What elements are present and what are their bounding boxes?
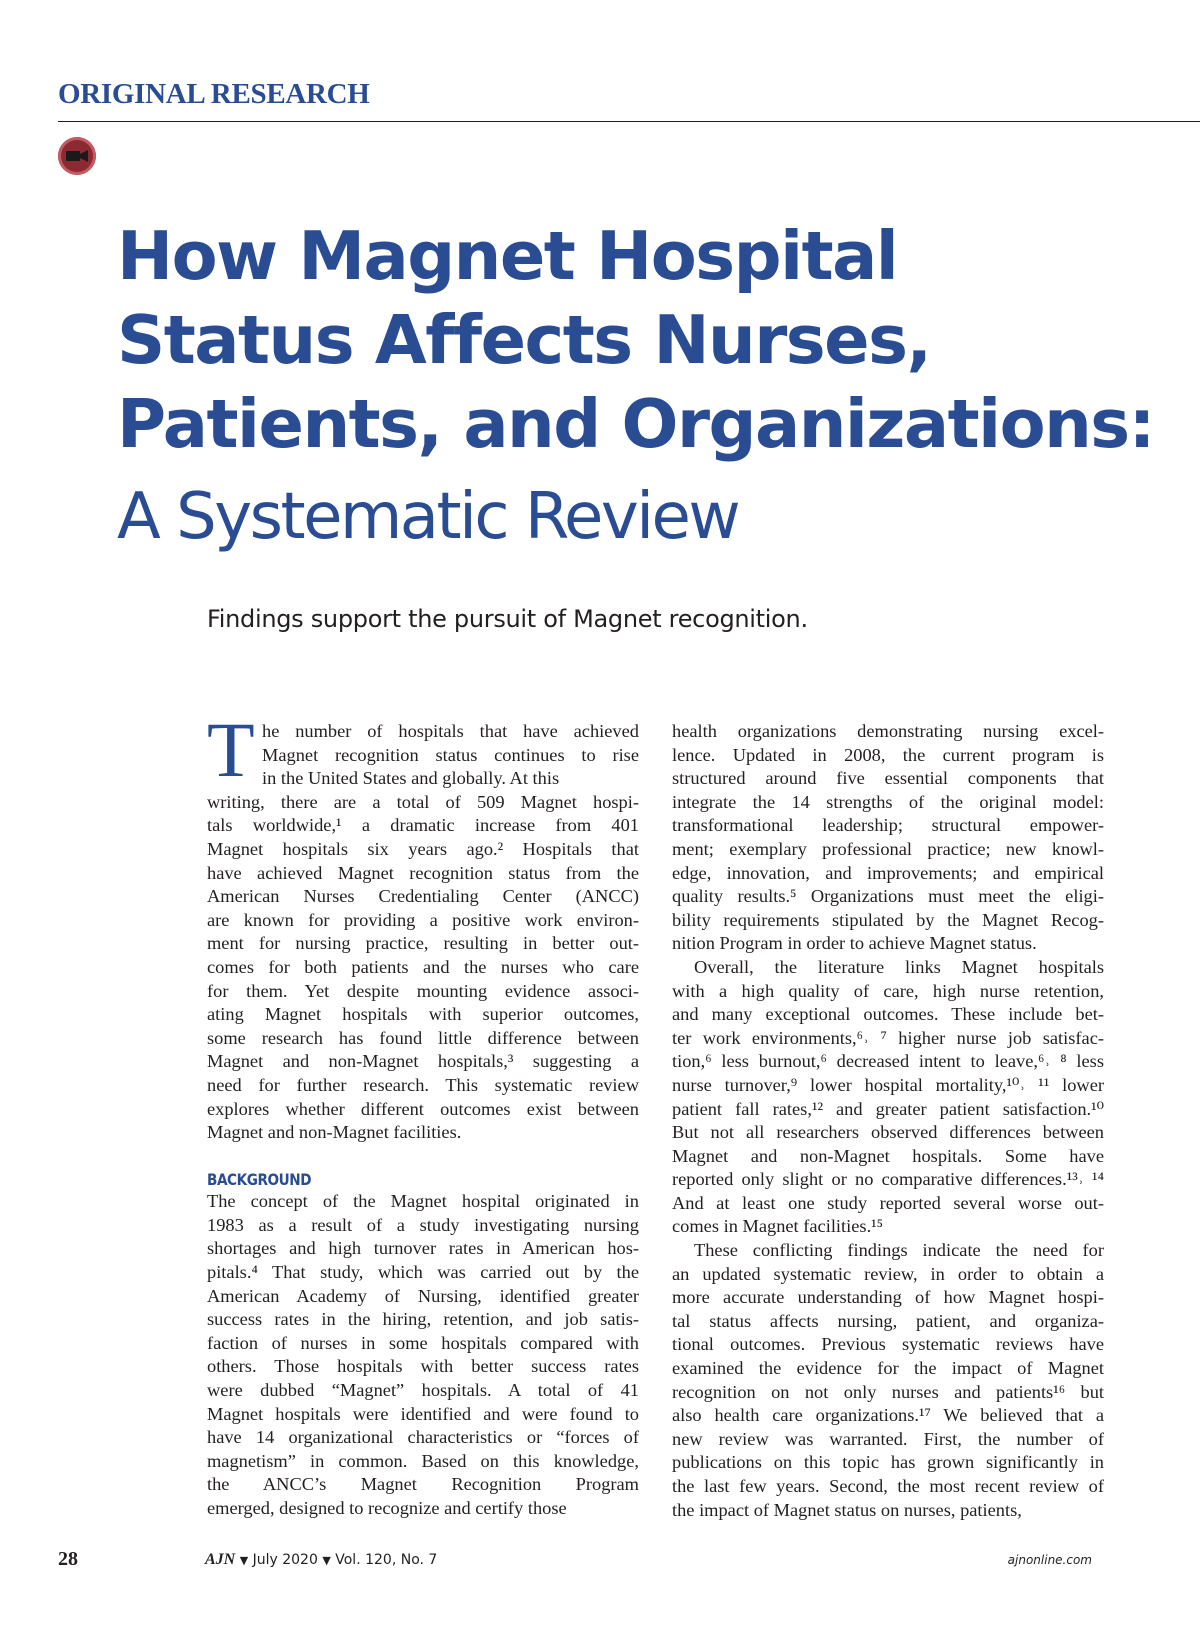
paragraph bbox=[672, 1239, 1104, 1522]
issue-date: July 2020 bbox=[252, 1552, 318, 1568]
title-line: Patients, and Organizations: bbox=[117, 385, 1154, 463]
text-line: were dubbed “Magnet” hospitals. A total of 41 bbox=[207, 1380, 639, 1401]
text-line: Overall, the literature links Magnet hospitals bbox=[694, 956, 1104, 977]
separator-icon: ▼ bbox=[322, 1554, 331, 1567]
text-line: magnetism” in common. Based on this knowledge, bbox=[207, 1450, 639, 1471]
background-body bbox=[207, 1190, 639, 1520]
text-line: lence. Updated in 2008, the current program is bbox=[672, 744, 1104, 765]
text-line: nurse turnover,⁹ lower hospital mortality,¹⁰˒ ¹¹ lower bbox=[672, 1074, 1104, 1095]
text-line: tals worldwide,¹ a dramatic increase from 401 bbox=[207, 815, 639, 836]
text-line: comes in Magnet facilities.¹⁵ bbox=[672, 1216, 884, 1237]
text-line: examined the evidence for the impact of Magnet bbox=[672, 1358, 1104, 1379]
text-line: edge, innovation, and improvements; and empirical bbox=[672, 862, 1104, 883]
text-line: with a high quality of care, high nurse retention, bbox=[672, 980, 1104, 1001]
text-line: success rates in the hiring, retention, and job satis- bbox=[207, 1309, 639, 1330]
text-line: comes for both patients and the nurses who care bbox=[207, 956, 639, 977]
text-line: recognition on not only nurses and patients¹⁶ but bbox=[672, 1381, 1104, 1402]
text-line: patient fall rates,¹² and greater patient satisfaction.¹⁰ bbox=[672, 1098, 1104, 1119]
text-line: Magnet hospitals were identified and were found to bbox=[207, 1403, 639, 1424]
text-line: he number of hospitals that have achieved bbox=[262, 721, 639, 741]
text-line: others. Those hospitals with better success rates bbox=[207, 1356, 639, 1377]
article-deck: Findings support the pursuit of Magnet recognition. bbox=[207, 605, 808, 633]
text-line: tal status affects nursing, patient, and organiza- bbox=[672, 1310, 1104, 1331]
text-line: health organizations demonstrating nursing excel- bbox=[672, 721, 1104, 741]
issue-info bbox=[205, 1551, 437, 1569]
journal-name: AJN bbox=[205, 1551, 236, 1568]
text-line: need for further research. This systematic review bbox=[207, 1074, 639, 1095]
text-line: But not all researchers observed differences between bbox=[672, 1122, 1104, 1143]
right-column bbox=[672, 720, 1104, 1522]
page-number: 28 bbox=[58, 1548, 78, 1570]
separator-icon: ▼ bbox=[239, 1554, 249, 1567]
text-line: the ANCC’s Magnet Recognition Program bbox=[207, 1474, 639, 1495]
text-line: an updated systematic review, in order to obtain a bbox=[672, 1263, 1104, 1284]
text-line: have 14 organizational characteristics or “forces of bbox=[207, 1427, 639, 1448]
text-line: and many exceptional outcomes. These include bet- bbox=[672, 1004, 1104, 1025]
text-line: quality results.⁵ Organizations must meet the eligi- bbox=[672, 886, 1104, 907]
text-line: integrate the 14 strengths of the original model: bbox=[672, 791, 1104, 812]
paragraph bbox=[672, 956, 1104, 1239]
text-line: faction of nurses in some hospitals compared with bbox=[207, 1332, 639, 1353]
text-line: American Nurses Credentialing Center (ANCC) bbox=[207, 886, 639, 907]
section-label: ORIGINAL RESEARCH bbox=[58, 78, 370, 110]
text-line: new review was warranted. First, the number of bbox=[672, 1428, 1104, 1449]
text-line: Magnet and non-Magnet facilities. bbox=[207, 1122, 462, 1143]
text-line: are known for providing a positive work environ- bbox=[207, 909, 639, 930]
text-line: transformational leadership; structural empower- bbox=[672, 815, 1104, 836]
text-line: some research has found little difference between bbox=[207, 1027, 639, 1048]
text-line: shortages and high turnover rates in American hos- bbox=[207, 1238, 639, 1259]
text-line: Magnet and non-Magnet hospitals,³ suggesting a bbox=[207, 1051, 639, 1072]
text-line: Magnet and non-Magnet hospitals. Some have bbox=[672, 1145, 1104, 1166]
text-line: pitals.⁴ That study, which was carried out by the bbox=[207, 1262, 639, 1283]
intro-body bbox=[207, 791, 639, 1145]
intro-paragraph bbox=[207, 706, 639, 793]
text-line: for them. Yet despite mounting evidence associ- bbox=[207, 980, 639, 1001]
text-line: have achieved Magnet recognition status from the bbox=[207, 862, 639, 883]
text-line: ment for nursing practice, resulting in better out- bbox=[207, 933, 639, 954]
text-line: ter work environments,⁶˒ ⁷ higher nurse job satisfac- bbox=[672, 1027, 1104, 1048]
text-line: the impact of Magnet status on nurses, patients, bbox=[672, 1499, 1022, 1520]
text-line: bility requirements stipulated by the Magnet Recog- bbox=[672, 909, 1104, 930]
text-line: tion,⁶ less burnout,⁶ decreased intent to leave,⁶˒ ⁸ less bbox=[672, 1051, 1104, 1072]
left-column bbox=[207, 706, 639, 1521]
paragraph bbox=[672, 720, 1104, 956]
article-title bbox=[117, 214, 1177, 466]
website-link[interactable]: ajnonline.com bbox=[1007, 1553, 1092, 1567]
title-line: How Magnet Hospital bbox=[117, 217, 898, 295]
text-line: Magnet recognition status continues to rise bbox=[262, 744, 639, 765]
text-line: structured around five essential components that bbox=[672, 768, 1104, 789]
video-camera-icon[interactable] bbox=[58, 137, 96, 175]
text-line: 1983 as a result of a study investigating nursing bbox=[207, 1214, 639, 1235]
text-line: emerged, designed to recognize and certify those bbox=[207, 1498, 567, 1518]
text-line: reported only slight or no comparative differences.¹³˒ ¹⁴ bbox=[672, 1169, 1104, 1190]
text-line: more accurate understanding of how Magnet hospi- bbox=[672, 1287, 1104, 1308]
text-line: And at least one study reported several worse out- bbox=[672, 1192, 1104, 1213]
page-footer bbox=[58, 1548, 1142, 1572]
header-rule bbox=[58, 121, 1200, 122]
text-line: tional outcomes. Previous systematic reviews have bbox=[672, 1334, 1104, 1355]
text-line: in the United States and globally. At this bbox=[262, 768, 560, 789]
text-line: Magnet hospitals six years ago.² Hospitals that bbox=[207, 838, 639, 859]
text-line: These conflicting findings indicate the need for bbox=[694, 1240, 1104, 1261]
section-heading: BACKGROUND bbox=[207, 1169, 312, 1189]
text-line: explores whether different outcomes exist between bbox=[207, 1098, 639, 1119]
title-line: Status Affects Nurses, bbox=[117, 301, 931, 379]
text-line: American Academy of Nursing, identified greater bbox=[207, 1285, 639, 1306]
text-line: publications on this topic has grown significantly in bbox=[672, 1452, 1104, 1473]
text-line: nition Program in order to achieve Magnet status. bbox=[672, 933, 1037, 954]
volume-number: Vol. 120, No. 7 bbox=[335, 1552, 438, 1568]
text-line: ment; exemplary professional practice; new knowl- bbox=[672, 838, 1104, 859]
text-line: writing, there are a total of 509 Magnet hospi- bbox=[207, 791, 639, 812]
drop-cap: T bbox=[207, 706, 255, 793]
text-line: the last few years. Second, the most recent review of bbox=[672, 1476, 1104, 1496]
text-line: The concept of the Magnet hospital originated in bbox=[207, 1191, 639, 1212]
article-subtitle: A Systematic Review bbox=[117, 480, 739, 554]
text-line: ating Magnet hospitals with superior outcomes, bbox=[207, 1004, 639, 1025]
text-line: also health care organizations.¹⁷ We believed that a bbox=[672, 1405, 1104, 1426]
